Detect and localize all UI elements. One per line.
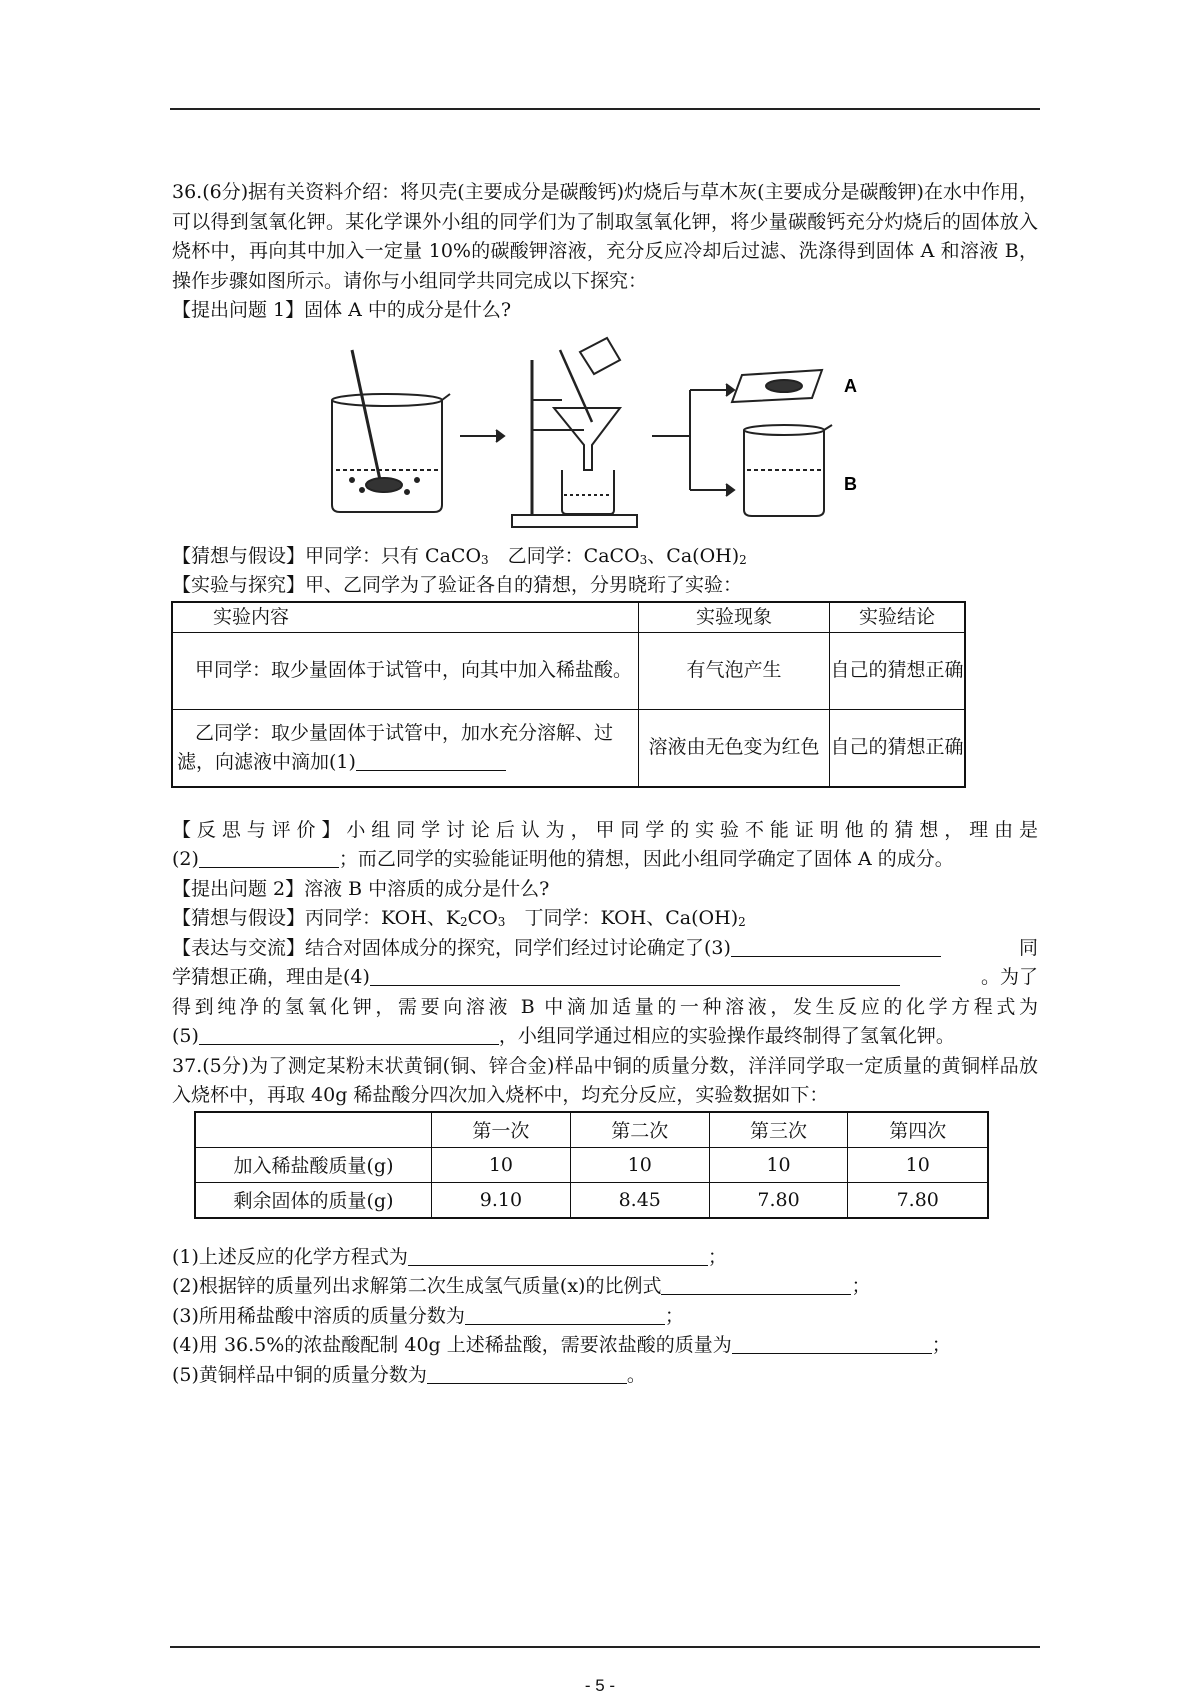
q37-sub-3: (3)所用稀盐酸中溶质的质量分数为 ； — [172, 1304, 684, 1327]
answer-blank-3[interactable] — [731, 936, 941, 957]
answer-blank-7[interactable] — [661, 1274, 851, 1295]
header-content: 实验内容 — [172, 602, 639, 633]
row1-phenomenon: 有气泡产生 — [639, 632, 830, 709]
label-b: B — [844, 473, 857, 494]
header-rule — [170, 108, 1040, 110]
q36-hypothesis-1: 【猜想与假设】甲同学：只有 CaCO$_3$ 乙同学：CaCO$_3$、$Ca(OH)_2$ — [172, 544, 747, 567]
q36-explore: 【实验与探究】甲、乙同学为了验证各自的猜想，分男晓珩了实验： — [172, 574, 743, 596]
q37-sub-4: (4)用 36.5%的浓盐酸配制 40g 上述稀盐酸，需要浓盐酸的质量为 ； — [172, 1334, 951, 1356]
header-phenomenon: 实验现象 — [639, 602, 830, 633]
answer-blank-4[interactable] — [370, 965, 900, 986]
row2-content: 乙同学：取少量固体于试管中，加水充分溶解、过滤，向滤液中滴加(1) — [172, 709, 639, 787]
table-row: 剩余固体的质量(g) 9.10 8.45 7.80 7.80 — [195, 1182, 988, 1218]
col-second: 第二次 — [570, 1112, 709, 1148]
table-row — [172, 709, 965, 787]
answer-blank-8[interactable] — [465, 1304, 665, 1325]
q36-hypothesis-2: 【猜想与假设】丙同学：KOH、$K_2CO_3$ 丁同学：KOH、$Ca(OH)_2$ — [172, 907, 746, 929]
answer-blank-6[interactable] — [408, 1245, 708, 1266]
q37-sub-2: (2)根据锌的质量列出求解第二次生成氢气质量(x)的比例式 ； — [172, 1275, 871, 1297]
answer-blank-2[interactable] — [199, 847, 339, 868]
q36-problem-1: 【提出问题 1】固体 A 中的成分是什么? — [172, 299, 512, 321]
row2-phenomenon: 溶液由无色变为红色 — [639, 709, 830, 787]
page-body — [172, 178, 1038, 1390]
row1-conclusion: 自己的猜想正确 — [830, 632, 966, 709]
col-first: 第一次 — [432, 1112, 571, 1148]
data-table — [194, 1111, 989, 1219]
answer-blank-5[interactable] — [199, 1024, 499, 1045]
row-label: 剩余固体的质量(g) — [195, 1182, 432, 1218]
col-fourth: 第四次 — [848, 1112, 988, 1148]
q36-reflect-b: (2) ；而乙同学的实验能证明他的猜想，因此小组同学确定了固体 A 的成分。 — [172, 848, 954, 870]
page-number: - 5 - — [584, 1676, 616, 1695]
table-row — [172, 632, 965, 709]
apparatus-diagram — [322, 330, 882, 540]
q37-sub-5: (5)黄铜样品中铜的质量分数为 。 — [172, 1363, 646, 1386]
q36-express-a: 【表达与交流】结合对固体成分的探究，同学们经过讨论确定了(3) 同 — [172, 936, 1038, 959]
row-label: 加入稀盐酸质量(g) — [195, 1147, 432, 1182]
q36-express-c: 得到纯净的氢氧化钾，需要向溶液 B 中滴加适量的一种溶液，发生反应的化学方程式为 — [172, 995, 1038, 1018]
q36-express-b: 学猜想正确，理由是(4) 。为了 — [172, 966, 1038, 988]
table-header-row — [172, 602, 965, 633]
q37-sub-1: (1)上述反应的化学方程式为 ； — [172, 1245, 727, 1268]
q36-problem-2: 【提出问题 2】溶液 B 中溶质的成分是什么? — [172, 877, 550, 900]
q36-reflect-a: 【反思与评价】小组同学讨论后认为，甲同学的实验不能证明他的猜想，理由是 — [172, 818, 1038, 841]
table-header-row — [195, 1112, 988, 1148]
experiment-table — [171, 601, 966, 788]
answer-blank-10[interactable] — [427, 1363, 627, 1384]
label-a: A — [844, 375, 857, 396]
q36-express-d: (5) ，小组同学通过相应的实验操作最终制得了氢氧化钾。 — [172, 1025, 955, 1047]
row1-content: 甲同学：取少量固体于试管中，向其中加入稀盐酸。 — [172, 632, 639, 709]
footer-rule — [170, 1646, 1040, 1648]
col-third: 第三次 — [709, 1112, 848, 1148]
q36-intro: 36.(6分)据有关资料介绍：将贝壳(主要成分是碳酸钙)灼烧后与草木灰(主要成分是碳酸钾)在水中作用，可以得到氢氧化钾。某化学课外小组的同学们为了制取氢氧化钾，将少量碳酸钙充分灼烧后的固体放入烧杯中，再向其中加入一定量 10%的碳酸钾溶液，充分反应冷却后过滤、洗涤得到固体 A 和溶液 B，操作步骤如图所示。请你与小组同学共同完成以下探究： — [172, 181, 1038, 292]
row2-conclusion: 自己的猜想正确 — [830, 709, 966, 787]
apparatus-figure — [172, 330, 1038, 540]
answer-blank-9[interactable] — [732, 1333, 932, 1354]
answer-blank-1[interactable] — [356, 750, 506, 771]
q37-intro: 37.(5分)为了测定某粉末状黄铜(铜、锌合金)样品中铜的质量分数，洋洋同学取一定质量的黄铜样品放入烧杯中，再取 40g 稀盐酸分四次加入烧杯中，均充分反应，实验数据如下： — [172, 1054, 1038, 1106]
header-conclusion: 实验结论 — [830, 602, 966, 633]
table-row: 加入稀盐酸质量(g) 10 10 10 10 — [195, 1147, 988, 1182]
